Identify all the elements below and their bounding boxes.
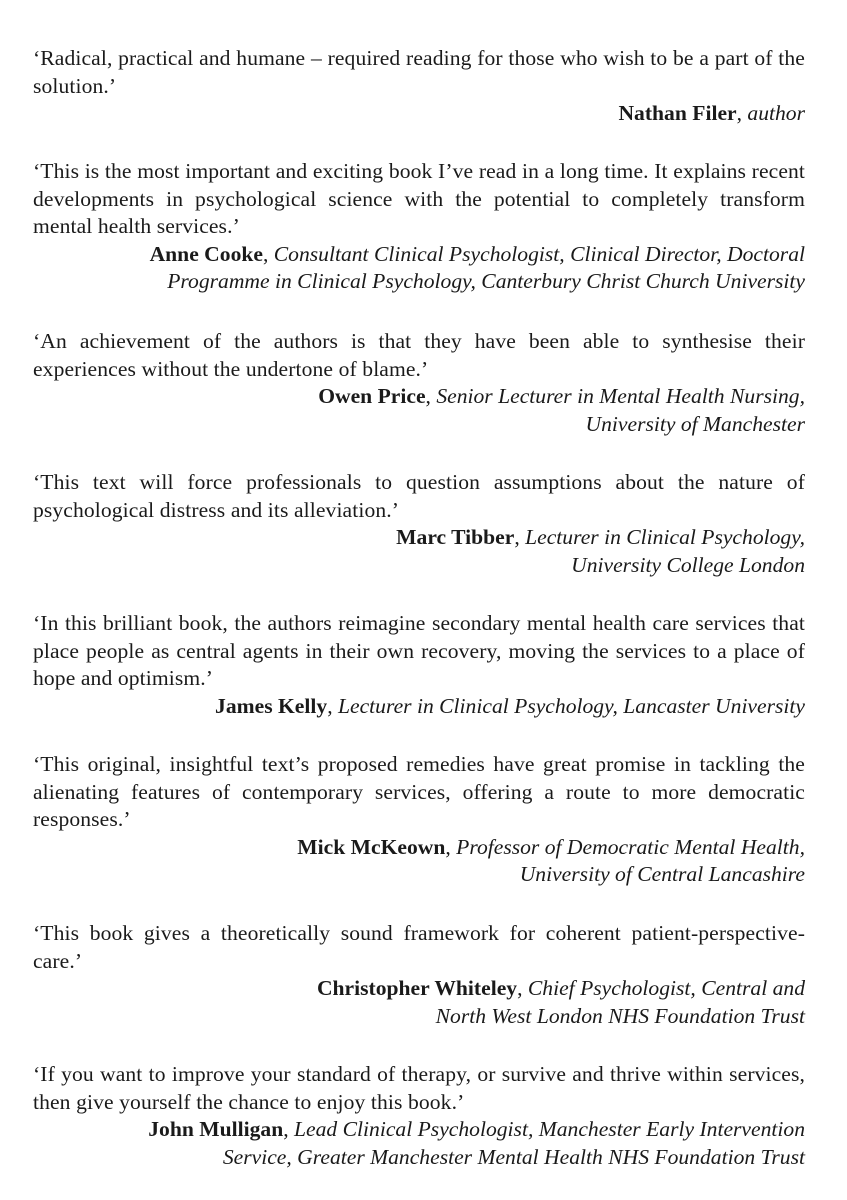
testimonial-author: Owen Price <box>318 384 426 409</box>
testimonial-author-role: Lead Clinical Psychologist, Manchester Early Intervention <box>294 1117 805 1142</box>
testimonial-author-role: Service, Greater Manchester Mental Health NHS Foundation Trust <box>222 1144 805 1169</box>
testimonial-quote: ‘An achievement of the authors is that they have been able to synthesise their experiences without the undertone of blame.’ <box>33 329 805 381</box>
testimonial-quote: ‘This original, insightful text’s proposed remedies have great promise in tackling the alienating features of contemporary services, offering a route to more democratic responses.’ <box>33 752 805 832</box>
testimonial-attribution: Mick McKeown, Professor of Democratic Mental Health, University of Central Lancashire <box>297 834 805 887</box>
testimonial-quote: ‘This book gives a theoretically sound framework for coherent patient-perspective-care.’ <box>33 921 805 973</box>
testimonial-author-role: Senior Lecturer in Mental Health Nursing, <box>436 384 805 409</box>
testimonial-quote: ‘Radical, practical and humane – required reading for those who wish to be a part of the solution.’ <box>33 46 805 98</box>
testimonial-quote: ‘This is the most important and exciting book I’ve read in a long time. It explains recent developments in psychological science with the potential to completely transform mental health services.’ <box>33 159 805 239</box>
testimonial-author: James Kelly <box>215 693 328 718</box>
testimonial-quote: ‘If you want to improve your standard of therapy, or survive and thrive within services, then give yourself the chance to enjoy this book.’ <box>33 1062 805 1114</box>
testimonial <box>33 920 805 1030</box>
testimonial-attribution: Nathan Filer, author <box>618 101 805 126</box>
testimonial-author-role: Lecturer in Clinical Psychology, Lancaster University <box>338 693 805 718</box>
testimonial-author-role: University of Manchester <box>585 411 805 436</box>
testimonial <box>33 751 805 889</box>
testimonial-attribution: Christopher Whiteley, Chief Psychologist, Central and North West London NHS Foundation Trust <box>316 976 805 1028</box>
testimonial-attribution: John Mulligan, Lead Clinical Psychologist, Manchester Early Intervention Service, Greater Manchester Mental Health NHS Foundation Trust <box>148 1117 805 1169</box>
testimonial-author-role: Programme in Clinical Psychology, Canterbury Christ Church University <box>167 269 805 294</box>
testimonial-author-role: Lecturer in Clinical Psychology, <box>525 525 805 550</box>
testimonial-author: Marc Tibber <box>396 525 515 550</box>
testimonial-quote: ‘In this brilliant book, the authors reimagine secondary mental health care services that place people as central agents in their own recovery, moving the services to a place of hope and optimism.’ <box>33 611 805 691</box>
testimonial-author-role: Consultant Clinical Psychologist, Clinical Director, Doctoral <box>273 241 805 266</box>
testimonial-author-role: Chief Psychologist, Central and <box>527 976 805 1001</box>
testimonial <box>33 1061 805 1171</box>
testimonial <box>33 469 805 579</box>
testimonial-author-role: North West London NHS Foundation Trust <box>435 1003 805 1028</box>
testimonial-author-role: Professor of Democratic Mental Health, <box>456 834 805 859</box>
testimonial-author-role: author <box>747 101 805 126</box>
testimonial-author: Christopher Whiteley <box>316 976 518 1001</box>
testimonial-attribution: Anne Cooke, Consultant Clinical Psychologist, Clinical Director, Doctoral Programme in Clinical Psychology, Canterbury Christ Church University <box>149 241 805 294</box>
testimonial <box>33 158 805 296</box>
testimonial-author: Anne Cooke <box>149 241 263 266</box>
testimonial <box>33 45 805 128</box>
testimonial-author-role: University College London <box>571 552 805 577</box>
testimonial <box>33 328 805 438</box>
testimonial-author: Nathan Filer <box>618 101 737 126</box>
testimonial-attribution: Owen Price, Senior Lecturer in Mental Health Nursing, University of Manchester <box>318 384 805 436</box>
testimonial-attribution: James Kelly, Lecturer in Clinical Psychology, Lancaster University <box>215 693 805 718</box>
testimonial-attribution: Marc Tibber, Lecturer in Clinical Psychology, University College London <box>396 525 805 577</box>
testimonial-author: Mick McKeown <box>297 834 446 859</box>
testimonial <box>33 610 805 720</box>
testimonial-quote: ‘This text will force professionals to question assumptions about the nature of psychological distress and its alleviation.’ <box>33 470 805 522</box>
testimonial-author: John Mulligan <box>148 1117 284 1142</box>
testimonial-author-role: University of Central Lancashire <box>519 862 805 887</box>
